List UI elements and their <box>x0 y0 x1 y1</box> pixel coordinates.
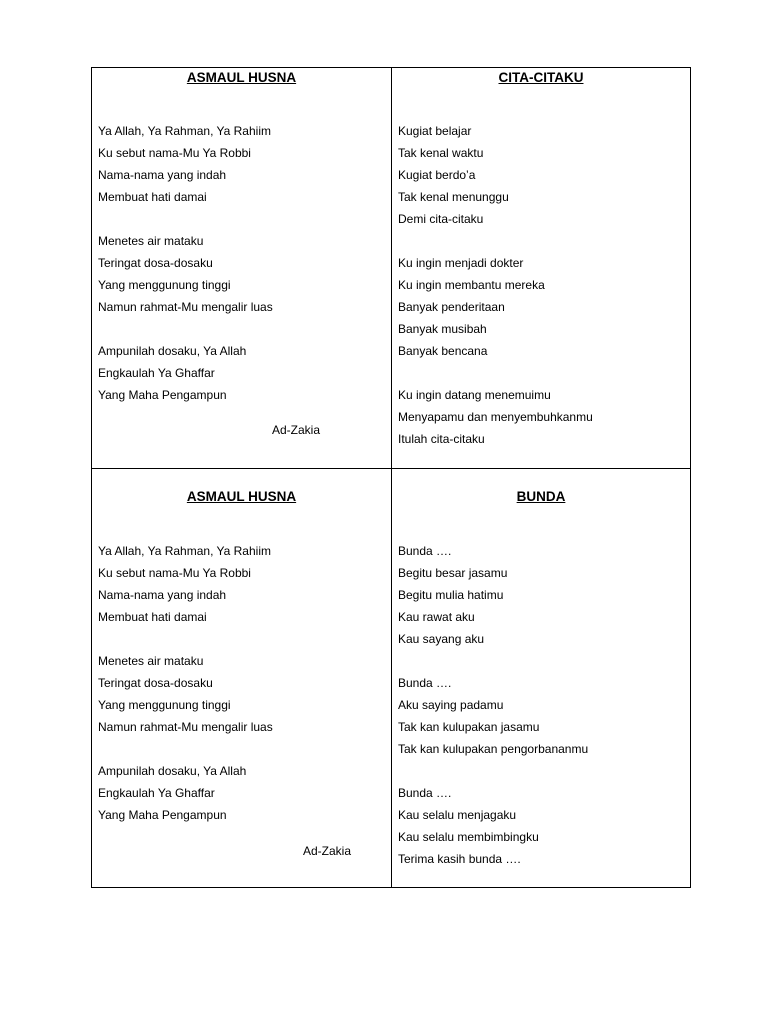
poem-card-grid <box>91 67 691 888</box>
stanza-break <box>98 628 273 650</box>
poem-line: Membuat hati damai <box>98 190 207 204</box>
poem-line: Engkaulah Ya Ghaffar <box>98 786 215 800</box>
poem-line: Namun rahmat-Mu mengalir luas <box>98 720 273 734</box>
poem-line: Tak kenal menunggu <box>398 190 509 204</box>
poem-line: Begitu besar jasamu <box>398 566 508 580</box>
poem-line: Ampunilah dosaku, Ya Allah <box>98 764 247 778</box>
poem-line: Namun rahmat-Mu mengalir luas <box>98 300 273 314</box>
poem-line: Banyak penderitaan <box>398 300 505 314</box>
stanza-break <box>98 208 273 230</box>
poem-line: Yang Maha Pengampun <box>98 388 227 402</box>
poem-line: Engkaulah Ya Ghaffar <box>98 366 215 380</box>
poem-line: Bunda …. <box>398 786 452 800</box>
poem-line: Ya Allah, Ya Rahman, Ya Rahiim <box>98 544 271 558</box>
poem-line: Bunda …. <box>398 544 452 558</box>
poem-line: Itulah cita-citaku <box>398 432 485 446</box>
poem-line: Menyapamu dan menyembuhkanmu <box>398 410 593 424</box>
poem-line: Ku ingin datang menemuimu <box>398 388 551 402</box>
poem-title: ASMAUL HUSNA <box>186 70 297 85</box>
poem-line: Ya Allah, Ya Rahman, Ya Rahiim <box>98 124 271 138</box>
poem-line: Teringat dosa-dosaku <box>98 676 213 690</box>
poem-line: Terima kasih bunda …. <box>398 852 521 866</box>
poem-line: Bunda …. <box>398 676 452 690</box>
stanza-break <box>398 650 588 672</box>
stanza-break <box>398 230 593 252</box>
poem-title: BUNDA <box>516 489 566 504</box>
poem-lines <box>398 120 593 450</box>
poem-line: Demi cita-citaku <box>398 212 484 226</box>
poem-line: Begitu mulia hatimu <box>398 588 504 602</box>
poem-card-asmaul-husna-2 <box>92 469 392 887</box>
poem-card-bunda <box>392 469 690 887</box>
poem-line: Menetes air mataku <box>98 654 204 668</box>
poem-line: Menetes air mataku <box>98 234 204 248</box>
poem-line: Ku sebut nama-Mu Ya Robbi <box>98 566 251 580</box>
stanza-break <box>398 362 593 384</box>
poem-line: Teringat dosa-dosaku <box>98 256 213 270</box>
poem-line: Nama-nama yang indah <box>98 588 227 602</box>
poem-line: Ampunilah dosaku, Ya Allah <box>98 344 247 358</box>
poem-line: Yang menggunung tinggi <box>98 698 231 712</box>
poem-line: Tak kan kulupakan pengorbananmu <box>398 742 589 756</box>
poem-line: Ku sebut nama-Mu Ya Robbi <box>98 146 251 160</box>
poem-line: Kau selalu menjagaku <box>398 808 517 822</box>
poem-author: Ad-Zakia <box>303 844 352 858</box>
poem-line: Tak kenal waktu <box>398 146 484 160</box>
stanza-break <box>98 318 273 340</box>
poem-author: Ad-Zakia <box>272 423 321 437</box>
poem-line: Membuat hati damai <box>98 610 207 624</box>
stanza-break <box>98 738 273 760</box>
poem-line: Yang Maha Pengampun <box>98 808 227 822</box>
poem-line: Banyak musibah <box>398 322 487 336</box>
poem-lines <box>98 540 273 826</box>
poem-lines <box>98 120 273 406</box>
poem-lines <box>398 540 588 870</box>
poem-title: ASMAUL HUSNA <box>186 489 297 504</box>
poem-line: Aku saying padamu <box>398 698 504 712</box>
poem-line: Ku ingin membantu mereka <box>398 278 545 292</box>
poem-line: Kau rawat aku <box>398 610 475 624</box>
poem-card-cita-citaku <box>392 68 690 469</box>
poem-title: CITA-CITAKU <box>498 70 584 85</box>
poem-line: Kugiat belajar <box>398 124 472 138</box>
stanza-break <box>398 760 588 782</box>
poem-line: Kugiat berdo’a <box>398 168 476 182</box>
poem-line: Ku ingin menjadi dokter <box>398 256 524 270</box>
poem-line: Nama-nama yang indah <box>98 168 227 182</box>
poem-line: Tak kan kulupakan jasamu <box>398 720 540 734</box>
poem-line: Kau selalu membimbingku <box>398 830 539 844</box>
poem-line: Banyak bencana <box>398 344 488 358</box>
poem-card-asmaul-husna-1 <box>92 68 392 469</box>
poem-line: Yang menggunung tinggi <box>98 278 231 292</box>
poem-line: Kau sayang aku <box>398 632 485 646</box>
